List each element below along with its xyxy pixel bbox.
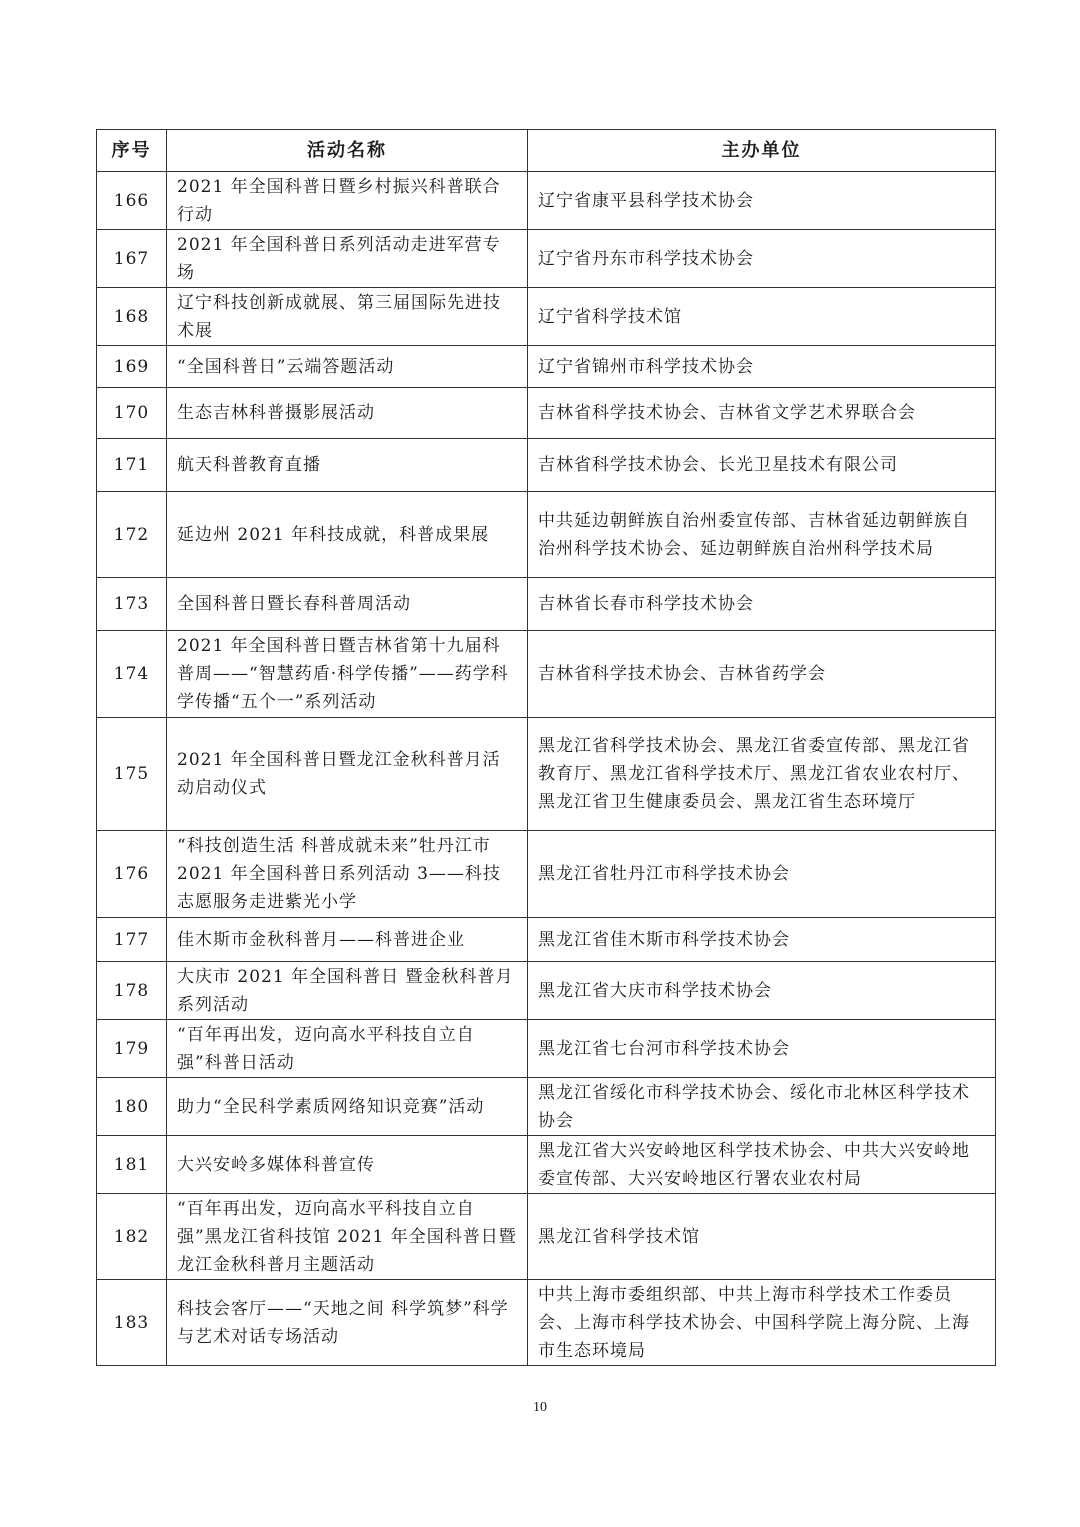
header-organizer: 主办单位 [528, 130, 996, 172]
row-organizer: 吉林省长春市科学技术协会 [528, 578, 996, 631]
row-no: 167 [97, 230, 167, 288]
row-activity-name: 2021 年全国科普日暨吉林省第十九届科普周——“智慧药盾·科学传播”——药学科学传播“五个一”系列活动 [167, 631, 528, 718]
row-no: 168 [97, 288, 167, 346]
table-row [97, 346, 996, 388]
row-organizer: 辽宁省康平县科学技术协会 [528, 172, 996, 230]
row-activity-name: 助力“全民科学素质网络知识竞赛”活动 [167, 1078, 528, 1136]
row-no: 172 [97, 492, 167, 578]
table-row [97, 1194, 996, 1280]
row-no: 170 [97, 388, 167, 439]
table-row [97, 962, 996, 1020]
row-activity-name: 延边州 2021 年科技成就，科普成果展 [167, 492, 528, 578]
table-row [97, 631, 996, 718]
header-activity-name: 活动名称 [167, 130, 528, 172]
row-organizer: 黑龙江省科学技术协会、黑龙江省委宣传部、黑龙江省教育厅、黑龙江省科学技术厅、黑龙江省农业农村厅、黑龙江省卫生健康委员会、黑龙江省生态环境厅 [528, 718, 996, 831]
row-organizer: 辽宁省丹东市科学技术协会 [528, 230, 996, 288]
row-activity-name: “全国科普日”云端答题活动 [167, 346, 528, 388]
row-activity-name: 2021 年全国科普日暨乡村振兴科普联合行动 [167, 172, 528, 230]
table-row [97, 439, 996, 492]
row-no: 177 [97, 918, 167, 962]
row-organizer: 黑龙江省大兴安岭地区科学技术协会、中共大兴安岭地委宣传部、大兴安岭地区行署农业农村局 [528, 1136, 996, 1194]
table-row [97, 288, 996, 346]
row-organizer: 吉林省科学技术协会、长光卫星技术有限公司 [528, 439, 996, 492]
table-row [97, 1020, 996, 1078]
row-organizer: 黑龙江省绥化市科学技术协会、绥化市北林区科学技术协会 [528, 1078, 996, 1136]
row-organizer: 辽宁省科学技术馆 [528, 288, 996, 346]
row-organizer: 黑龙江省七台河市科学技术协会 [528, 1020, 996, 1078]
row-no: 179 [97, 1020, 167, 1078]
row-activity-name: 佳木斯市金秋科普月——科普进企业 [167, 918, 528, 962]
row-no: 180 [97, 1078, 167, 1136]
row-no: 182 [97, 1194, 167, 1280]
table-row [97, 1078, 996, 1136]
row-organizer: 中共上海市委组织部、中共上海市科学技术工作委员会、上海市科学技术协会、中国科学院上海分院、上海市生态环境局 [528, 1280, 996, 1366]
row-activity-name: 科技会客厅——“天地之间 科学筑梦”科学与艺术对话专场活动 [167, 1280, 528, 1366]
table-row [97, 388, 996, 439]
row-organizer: 中共延边朝鲜族自治州委宣传部、吉林省延边朝鲜族自治州科学技术协会、延边朝鲜族自治州科学技术局 [528, 492, 996, 578]
row-activity-name: 2021 年全国科普日暨龙江金秋科普月活动启动仪式 [167, 718, 528, 831]
table-row [97, 831, 996, 918]
row-activity-name: 2021 年全国科普日系列活动走进军营专场 [167, 230, 528, 288]
page-number: 10 [533, 1400, 547, 1415]
row-activity-name: 大兴安岭多媒体科普宣传 [167, 1136, 528, 1194]
row-organizer: 黑龙江省佳木斯市科学技术协会 [528, 918, 996, 962]
table-row [97, 578, 996, 631]
row-organizer: 吉林省科学技术协会、吉林省文学艺术界联合会 [528, 388, 996, 439]
row-no: 174 [97, 631, 167, 718]
table-row [97, 172, 996, 230]
row-activity-name: 辽宁科技创新成就展、第三届国际先进技术展 [167, 288, 528, 346]
row-no: 173 [97, 578, 167, 631]
activity-table [96, 129, 996, 1366]
row-organizer: 吉林省科学技术协会、吉林省药学会 [528, 631, 996, 718]
table-row [97, 230, 996, 288]
row-no: 178 [97, 962, 167, 1020]
row-activity-name: 生态吉林科普摄影展活动 [167, 388, 528, 439]
row-activity-name: 大庆市 2021 年全国科普日 暨金秋科普月系列活动 [167, 962, 528, 1020]
row-no: 166 [97, 172, 167, 230]
table-row [97, 1136, 996, 1194]
row-organizer: 辽宁省锦州市科学技术协会 [528, 346, 996, 388]
row-organizer: 黑龙江省科学技术馆 [528, 1194, 996, 1280]
row-no: 175 [97, 718, 167, 831]
row-no: 183 [97, 1280, 167, 1366]
row-organizer: 黑龙江省大庆市科学技术协会 [528, 962, 996, 1020]
table-row [97, 918, 996, 962]
row-activity-name: “百年再出发，迈向高水平科技自立自强”科普日活动 [167, 1020, 528, 1078]
row-activity-name: 航天科普教育直播 [167, 439, 528, 492]
table-header-row [97, 130, 996, 172]
row-activity-name: “科技创造生活 科普成就未来”牡丹江市 2021 年全国科普日系列活动 3——科技志愿服务走进紫光小学 [167, 831, 528, 918]
table-row [97, 1280, 996, 1366]
header-no: 序号 [97, 130, 167, 172]
row-organizer: 黑龙江省牡丹江市科学技术协会 [528, 831, 996, 918]
row-no: 176 [97, 831, 167, 918]
row-no: 181 [97, 1136, 167, 1194]
table-row [97, 492, 996, 578]
row-activity-name: 全国科普日暨长春科普周活动 [167, 578, 528, 631]
row-activity-name: “百年再出发，迈向高水平科技自立自强”黑龙江省科技馆 2021 年全国科普日暨龙江金秋科普月主题活动 [167, 1194, 528, 1280]
row-no: 169 [97, 346, 167, 388]
row-no: 171 [97, 439, 167, 492]
table-row [97, 718, 996, 831]
